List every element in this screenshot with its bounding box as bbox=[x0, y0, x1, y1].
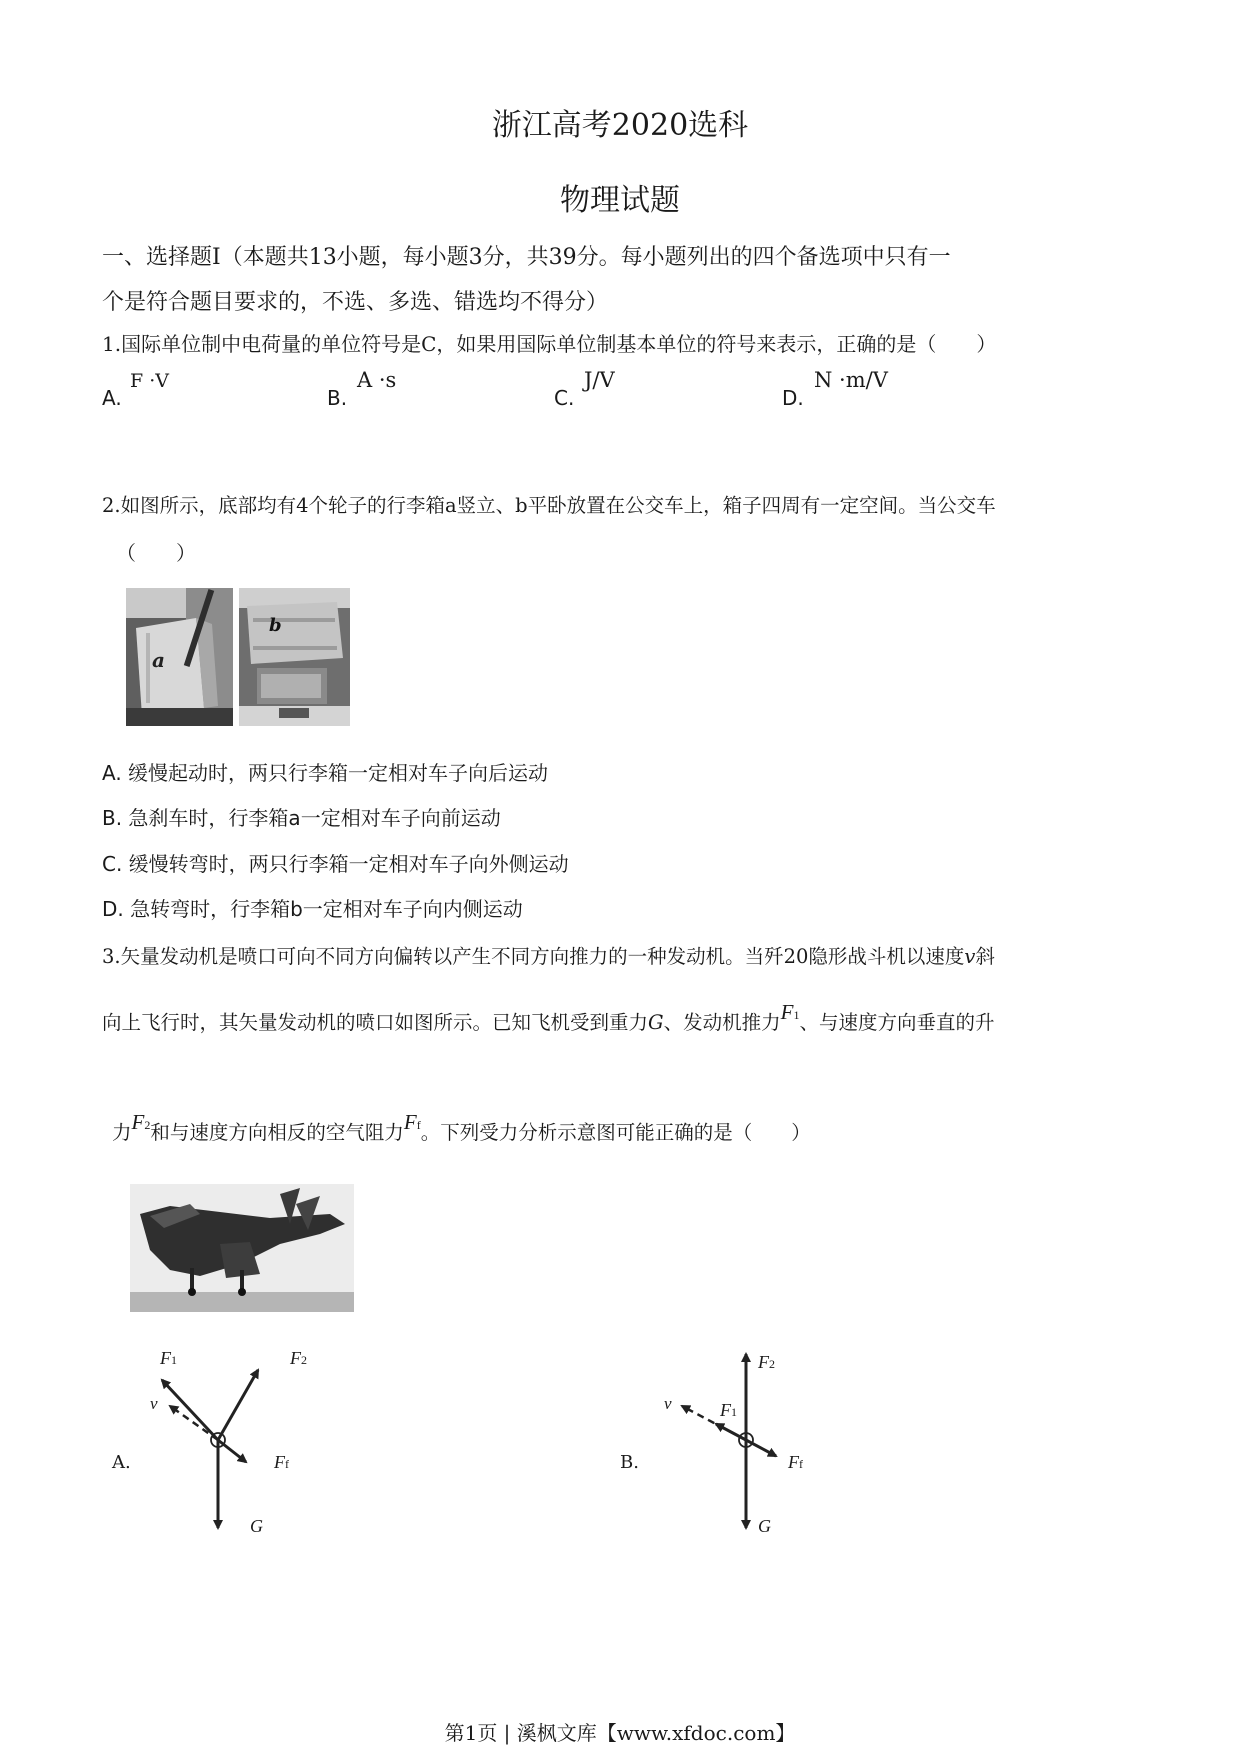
option-value: J/V bbox=[584, 368, 615, 392]
diagram-b-f2-label: F2 bbox=[758, 1352, 775, 1372]
option-value: F ·V bbox=[130, 370, 169, 392]
diagram-a-f2-label: F2 bbox=[290, 1348, 307, 1368]
question-2-option-b: B. 急刹车时，行李箱a一定相对车子向前运动 bbox=[102, 806, 501, 830]
velocity-arrow bbox=[170, 1406, 218, 1440]
luggage-photo-a bbox=[126, 588, 233, 726]
diagram-a-svg bbox=[142, 1340, 342, 1540]
option-label: A. bbox=[102, 386, 122, 410]
force-ff-arrow bbox=[746, 1440, 776, 1456]
option-label: C. bbox=[554, 386, 575, 410]
diagram-a-label: A. bbox=[112, 1452, 131, 1473]
question-2-option-a: A. 缓慢起动时，两只行李箱一定相对车子向后运动 bbox=[102, 761, 549, 785]
diagram-b-ff-label: Ff bbox=[788, 1452, 803, 1472]
option-value: A ·s bbox=[357, 368, 397, 392]
luggage-label-a: a bbox=[152, 648, 165, 672]
diagram-b-v-label: v bbox=[664, 1394, 672, 1413]
luggage-label-b: b bbox=[269, 615, 282, 636]
question-3-line3: 力F2和与速度方向相反的空气阻力Ff。下列受力分析示意图可能正确的是（ ） bbox=[112, 1110, 811, 1144]
force-diagram-a bbox=[102, 1340, 402, 1540]
question-3-line1: 3.矢量发动机是喷口可向不同方向偏转以产生不同方向推力的一种发动机。当歼20隐形战斗机以速度v斜 bbox=[102, 945, 995, 968]
diagram-b-f1-label: F1 bbox=[720, 1400, 737, 1420]
luggage-photo-b bbox=[239, 588, 350, 726]
question-2-stem-line1: 2.如图所示，底部均有4个轮子的行李箱a竖立、b平卧放置在公交车上，箱子四周有一定空间。当公交车 bbox=[102, 494, 996, 517]
force-f2-arrow bbox=[218, 1370, 258, 1440]
diagram-a-ff-label: Ff bbox=[274, 1452, 289, 1472]
fighter-jet-photo bbox=[130, 1184, 354, 1312]
option-value: N ·m/V bbox=[814, 368, 888, 392]
diagram-a-v-label: v bbox=[150, 1394, 158, 1413]
option-label: B. bbox=[327, 386, 348, 410]
question-2-stem-line2: （ ） bbox=[116, 541, 196, 565]
page-title: 浙江高考2020选科 bbox=[491, 108, 749, 143]
question-1-options bbox=[102, 370, 1122, 410]
page-subtitle: 物理试题 bbox=[560, 183, 680, 218]
page-footer: 第1页 | 溪枫文库【www.xfdoc.com】 bbox=[444, 1721, 796, 1745]
force-ff-arrow bbox=[218, 1440, 246, 1462]
force-diagram-b bbox=[610, 1340, 910, 1540]
diagram-b-label: B. bbox=[620, 1452, 639, 1473]
section-heading-line2: 个是符合题目要求的，不选、多选、错选均不得分） bbox=[102, 290, 609, 315]
diagram-a-f1-label: F1 bbox=[160, 1348, 177, 1368]
diagram-b-g-label: G bbox=[758, 1516, 771, 1536]
question-1-stem: 1.国际单位制中电荷量的单位符号是C，如果用国际单位制基本单位的符号来表示，正确的是（ ） bbox=[102, 332, 997, 356]
option-label: D. bbox=[782, 386, 804, 410]
diagram-b-svg bbox=[650, 1340, 850, 1540]
diagram-a-g-label: G bbox=[250, 1516, 263, 1536]
question-2-option-d: D. 急转弯时，行李箱b一定相对车子向内侧运动 bbox=[102, 897, 523, 921]
question-2-option-c: C. 缓慢转弯时，两只行李箱一定相对车子向外侧运动 bbox=[102, 852, 569, 876]
force-f1-arrow bbox=[162, 1380, 218, 1440]
section-heading-line1: 一、选择题Ⅰ（本题共13小题，每小题3分，共39分。每小题列出的四个备选项中只有一 bbox=[102, 245, 951, 270]
question-3-line2: 向上飞行时，其矢量发动机的喷口如图所示。已知飞机受到重力G、发动机推力F1、与速度方向垂直的升 bbox=[102, 1000, 995, 1034]
